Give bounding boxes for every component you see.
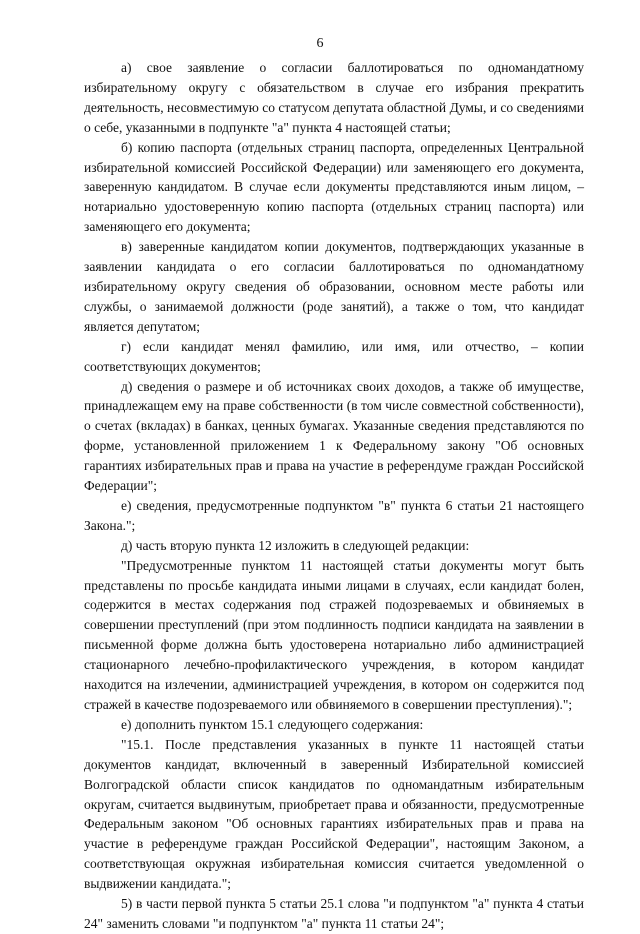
paragraph-e-info: е) сведения, предусмотренные подпунктом "в" пункта 6 статьи 21 настоящего Закона."; [84,497,584,533]
paragraph-g-name-change: г) если кандидат менял фамилию, или имя, или отчество, – копии соответствующих документов; [84,338,584,374]
page-number: 6 [316,36,324,51]
paragraph-item-15-1-text: "15.1. После представления указанных в пункте 11 настоящей статьи документов кандидат, включенный в заверенный Избирательной комиссией Волгоградской области список кандидатов по одномандатным избирательным округам, считается выдвинутым, приобретает права и обязанности, предусмотренные Федеральным законом "Об основных гарантиях избирательных прав и права на участие в референдуме граждан Российской Федерации", настоящим Законом, а соответствующая окружная избирательная комиссия считается уведомленной о выдвижении кандидата."; [84,736,584,892]
paragraph-item-12-text: "Предусмотренные пунктом 11 настоящей статьи документы могут быть представлены по просьбе кандидата иными лицами в случаях, если кандидат болен, содержится в местах содержания под стражей подозреваемых и обвиняемых в совершении преступлений (при этом подлинность подписи кандидата на заявлении в письменной форме должна быть удостоверена нотариально либо администрацией стационарного лечебно-профилактического учреждения, в котором кандидат находится на излечении, администрацией учреждения, в котором он содержится под стражей в качестве подозреваемого или обвиняемого в совершении преступления)."; [84,557,584,712]
document-body [84,58,584,934]
paragraph-5-article-25-1: 5) в части первой пункта 5 статьи 25.1 слова "и подпунктом "а" пункта 4 статьи 24" заменить словами "и подпунктом "а" пункта 11 статьи 24"; [84,896,584,931]
paragraph-a-application: а) свое заявление о согласии баллотироваться по одномандатному избирательному округу с обязательством в случае его избрания прекратить деятельность, несовместимую со статусом депутата областной Думы, и со сведениями о себе, указанными в подпункте "а" пункта 4 настоящей статьи; [84,60,584,135]
paragraph-d-amend-item-12: д) часть вторую пункта 12 изложить в следующей редакции: [121,537,470,553]
paragraph-d-income-info: д) сведения о размере и об источниках своих доходов, а также об имуществе, принадлежащем ему на праве собственности (в том числе совместной собственности), о счетах (вкладах) в банках, ценных бумагах. Указанные сведения представляются по форме, установленной приложением 1 к Федеральному закону "Об основных гарантиях избирательных прав и права на участие в референдуме граждан Российской Федерации"; [84,378,584,494]
paragraph-e-add-item-15-1: е) дополнить пунктом 15.1 следующего содержания: [121,716,424,732]
paragraph-v-certified-copies: в) заверенные кандидатом копии документов, подтверждающих указанные в заявлении кандидата о его согласии баллотироваться по одномандатному избирательному округу сведения об образовании, основном месте работы или службы, о занимаемой должности (роде занятий), а также о том, что кандидат является депутатом; [84,239,584,334]
paragraph-b-passport-copy: б) копию паспорта (отдельных страниц паспорта, определенных Центральной избирательной комиссией Российской Федерации) или заменяющего его документа, заверенную кандидатом. В случае если документы представляются иным лицом, – нотариально удостоверенную копию паспорта (отдельных страниц паспорта) или заменяющего его документа; [84,139,584,235]
